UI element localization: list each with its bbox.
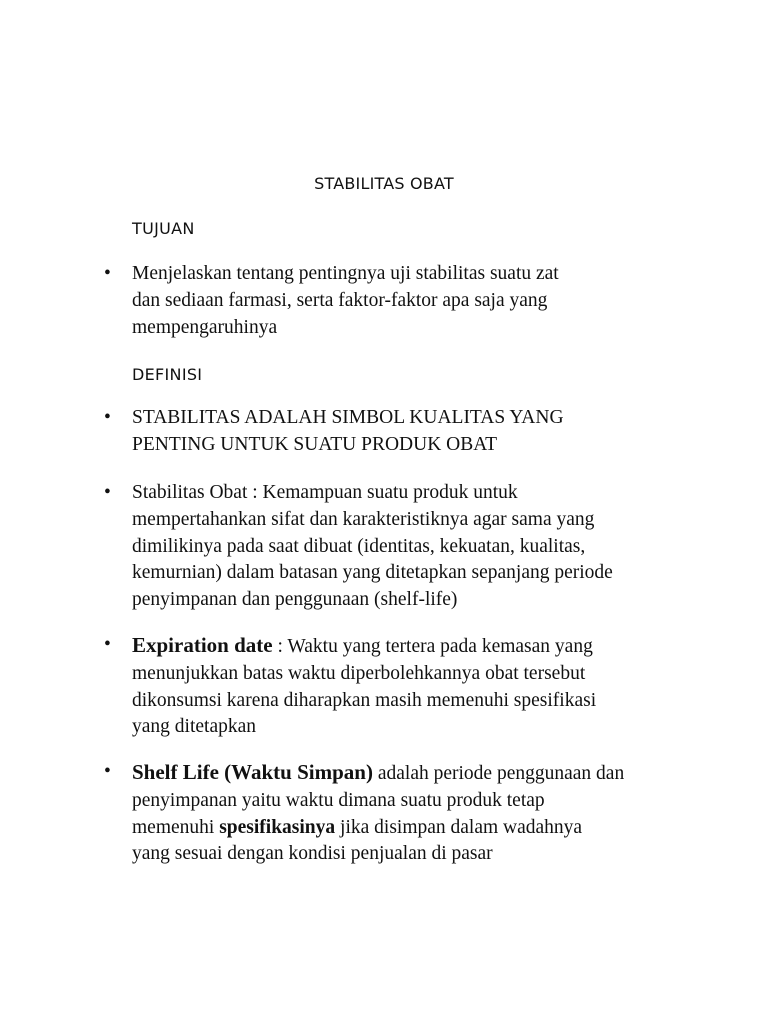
list-item-text <box>132 480 744 614</box>
list-item-tujuan <box>104 261 744 341</box>
text-line <box>132 815 744 842</box>
text-line: STABILITAS ADALAH SIMBOL KUALITAS YANG <box>132 407 564 428</box>
text-line: menunjukkan batas waktu diperbolehkannya obat tersebut <box>132 662 586 684</box>
list-item-text <box>132 759 744 868</box>
term-definition-start: : Waktu yang tertera pada kemasan yang <box>272 636 593 657</box>
bullet: • <box>104 407 111 428</box>
list-item-text <box>132 632 744 741</box>
text-line: yang ditetapkan <box>132 716 256 738</box>
document-title: STABILITAS OBAT <box>314 174 454 193</box>
text-line: dan sediaan farmasi, serta faktor-faktor apa saja yang <box>132 289 548 311</box>
section-heading-tujuan: TUJUAN <box>132 219 195 238</box>
text-line: PENTING UNTUK SUATU PRODUK OBAT <box>132 433 498 455</box>
text-segment: memenuhi <box>132 816 220 838</box>
list-item-expiration-date <box>104 632 744 741</box>
term-expiration-date: Expiration date <box>132 633 273 657</box>
list-item-text <box>132 261 744 341</box>
text-line <box>132 759 744 788</box>
term-spesifikasinya: spesifikasinya <box>219 816 336 838</box>
bullet: • <box>104 634 111 655</box>
text-line <box>132 632 744 661</box>
list-item-stabilitas-obat <box>104 480 744 614</box>
text-line: Menjelaskan tentang pentingnya uji stabilitas suatu zat <box>132 263 559 284</box>
text-line: penyimpanan dan penggunaan (shelf-life) <box>132 589 458 611</box>
list-item-stabilitas-simbol <box>104 405 744 459</box>
text-line: mempertahankan sifat dan karakteristiknya agar sama yang <box>132 508 595 530</box>
text-line: Stabilitas Obat : Kemampuan suatu produk untuk <box>132 482 518 503</box>
text-line: mempengaruhinya <box>132 316 278 338</box>
text-line: kemurnian) dalam batasan yang ditetapkan sepanjang periode <box>132 562 613 584</box>
text-segment: jika disimpan dalam wadahnya <box>335 816 583 838</box>
bullet: • <box>104 482 111 503</box>
list-item-text <box>132 405 744 459</box>
section-heading-definisi: DEFINISI <box>132 365 203 384</box>
list-item-shelf-life <box>104 759 744 868</box>
text-line: dikonsumsi karena diharapkan masih memenuhi spesifikasi <box>132 689 597 711</box>
term-definition-start: adalah periode penggunaan dan <box>372 763 625 784</box>
text-line: penyimpanan yaitu waktu dimana suatu produk tetap <box>132 789 545 811</box>
bullet: • <box>104 263 111 284</box>
text-line: yang sesuai dengan kondisi penjualan di pasar <box>132 843 493 865</box>
bullet: • <box>104 761 111 782</box>
text-line: dimilikinya pada saat dibuat (identitas, kekuatan, kualitas, <box>132 535 586 557</box>
term-shelf-life: Shelf Life (Waktu Simpan) <box>132 760 373 784</box>
